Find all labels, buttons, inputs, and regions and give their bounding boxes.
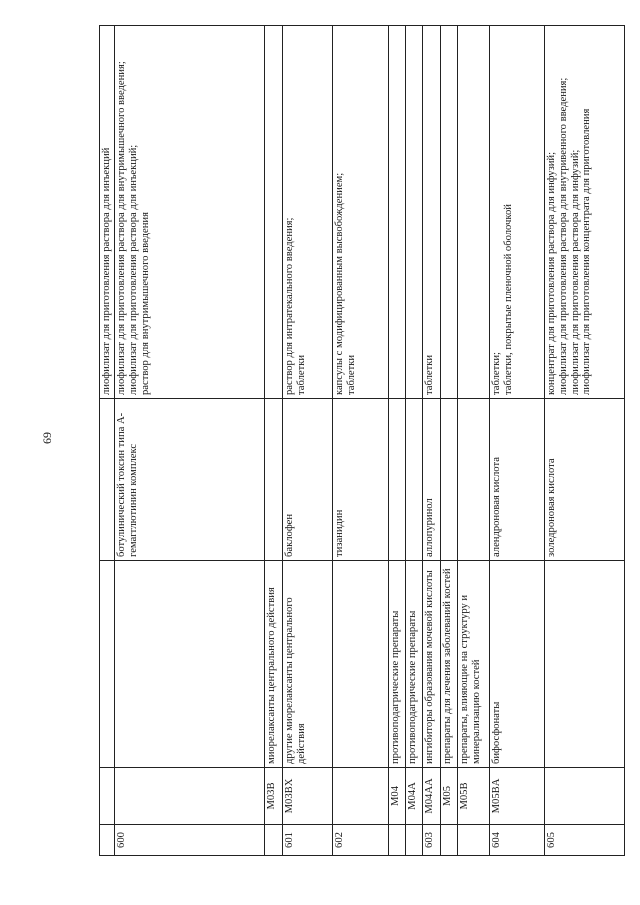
row-number-cell — [440, 825, 457, 856]
row-number-cell: 604 — [489, 825, 544, 856]
row-number-cell: 605 — [544, 825, 624, 856]
row-number-cell — [388, 825, 405, 856]
drug-table — [99, 25, 625, 856]
group-cell — [332, 561, 388, 768]
form-line: лиофилизат для приготовления раствора для внутримышечного введения; — [115, 61, 127, 395]
drug-cell — [100, 399, 115, 561]
form-line: капсулы с модифицированным высвобождением; — [333, 172, 345, 395]
forms-cell — [282, 26, 332, 399]
forms-cell — [100, 26, 115, 399]
rotated-table-container — [99, 26, 593, 856]
drug-cell: тизанидин — [332, 399, 388, 561]
code-cell: M04AA — [422, 768, 440, 825]
group-cell: миорелаксанты центрального действия — [264, 561, 282, 768]
forms-cell — [332, 26, 388, 399]
form-line: лиофилизат для приготовления раствора для внутривенного введения; — [557, 77, 569, 395]
form-line: лиофилизат для приготовления концентрата для приготовления — [581, 108, 593, 395]
form-line: раствор для интратекального введения; — [283, 217, 295, 395]
forms-cell — [457, 26, 489, 399]
forms-cell — [264, 26, 282, 399]
form-line: таблетки; — [490, 352, 502, 395]
drug-cell: золедроновая кислота — [544, 399, 624, 561]
drug-cell: баклофен — [282, 399, 332, 561]
drug-cell: алендроновая кислота — [489, 399, 544, 561]
table-row — [100, 26, 115, 856]
drug-table-body — [100, 26, 625, 856]
drug-cell — [388, 399, 405, 561]
form-line: концентрат для приготовления раствора для инфузий; — [545, 151, 557, 395]
table-row — [457, 26, 489, 856]
form-line: таблетки, покрытые пленочной оболочкой — [502, 204, 514, 395]
drug-cell: аллопуринол — [422, 399, 440, 561]
code-cell: M04A — [405, 768, 422, 825]
table-row — [489, 26, 544, 856]
table-row — [440, 26, 457, 856]
group-cell: ингибиторы образования мочевой кислоты — [422, 561, 440, 768]
row-number-cell — [100, 825, 115, 856]
group-cell: препараты для лечения заболеваний костей — [440, 561, 457, 768]
form-line: таблетки — [423, 354, 435, 395]
forms-cell — [422, 26, 440, 399]
forms-cell — [440, 26, 457, 399]
row-number-cell — [264, 825, 282, 856]
row-number-cell: 600 — [114, 825, 264, 856]
code-cell: M05 — [440, 768, 457, 825]
forms-cell — [489, 26, 544, 399]
drug-cell — [440, 399, 457, 561]
forms-cell — [114, 26, 264, 399]
code-cell — [544, 768, 624, 825]
row-number-cell: 602 — [332, 825, 388, 856]
group-cell: препараты, влияющие на структуру и минерализацию костей — [457, 561, 489, 768]
drug-cell — [405, 399, 422, 561]
table-row — [332, 26, 388, 856]
group-cell — [114, 561, 264, 768]
form-line: лиофилизат для приготовления раствора для инфузий; — [569, 149, 581, 395]
code-cell — [332, 768, 388, 825]
code-cell: M03B — [264, 768, 282, 825]
forms-cell — [405, 26, 422, 399]
page-number: 69 — [40, 432, 54, 444]
group-cell — [544, 561, 624, 768]
form-line: таблетки — [295, 354, 307, 395]
group-cell: бифосфонаты — [489, 561, 544, 768]
code-cell: M03BX — [282, 768, 332, 825]
code-cell: M05BA — [489, 768, 544, 825]
drug-cell — [264, 399, 282, 561]
form-line: раствор для внутримышечного введения — [139, 212, 151, 395]
form-line: лиофилизат для приготовления раствора для инъекций — [101, 147, 112, 395]
code-cell: M04 — [388, 768, 405, 825]
forms-cell — [544, 26, 624, 399]
drug-cell: ботулинический токсин типа A-гемагглютинин комплекс — [114, 399, 264, 561]
form-line: таблетки — [345, 354, 357, 395]
table-row — [282, 26, 332, 856]
table-row — [544, 26, 624, 856]
table-row — [405, 26, 422, 856]
drug-cell — [457, 399, 489, 561]
group-cell: противоподагрические препараты — [388, 561, 405, 768]
table-row — [264, 26, 282, 856]
code-cell: M05B — [457, 768, 489, 825]
table-row — [388, 26, 405, 856]
code-cell — [114, 768, 264, 825]
table-row — [114, 26, 264, 856]
group-cell: противоподагрические препараты — [405, 561, 422, 768]
row-number-cell: 601 — [282, 825, 332, 856]
table-row — [422, 26, 440, 856]
row-number-cell — [405, 825, 422, 856]
form-line: лиофилизат для приготовления раствора для инъекций; — [127, 144, 139, 395]
code-cell — [100, 768, 115, 825]
forms-cell — [388, 26, 405, 399]
group-cell — [100, 561, 115, 768]
row-number-cell — [457, 825, 489, 856]
group-cell: другие миорелаксанты центрального действия — [282, 561, 332, 768]
row-number-cell: 603 — [422, 825, 440, 856]
